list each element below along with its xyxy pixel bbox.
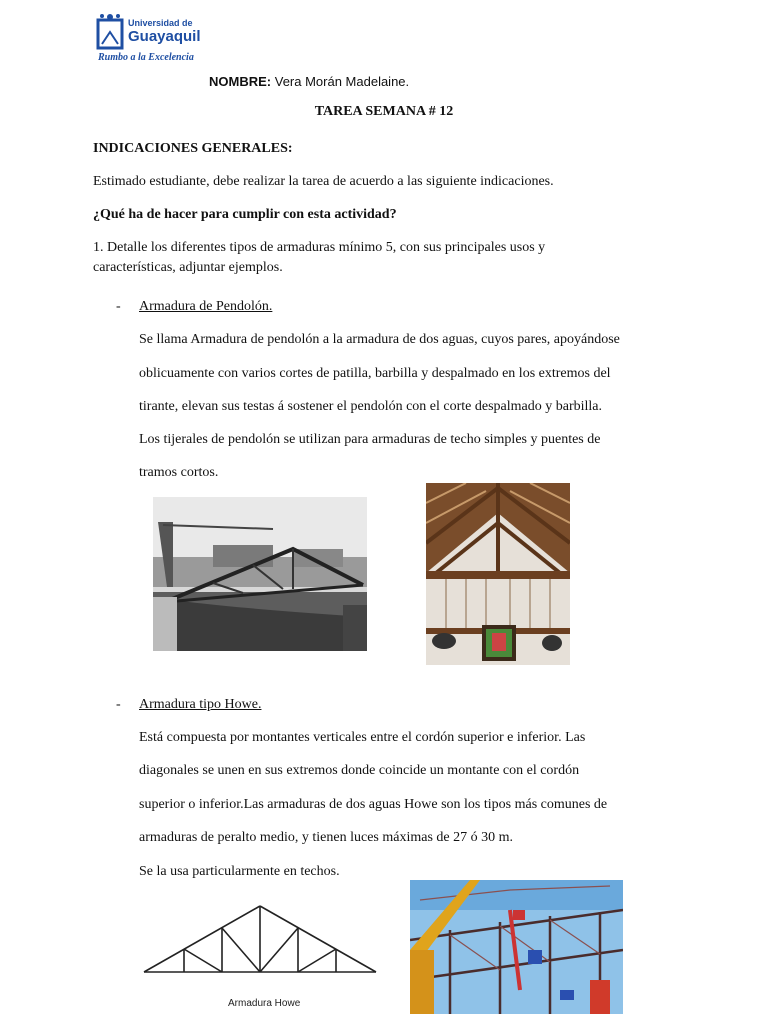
section2-line: armaduras de peralto medio, y tienen luces máximas de 27 ó 30 m. [139,830,514,845]
section2-line: Se la usa particularmente en techos. [139,864,340,879]
university-logo [94,12,201,68]
section1-title: Armadura de Pendolón. [139,299,273,314]
section2-line: Está compuesta por montantes verticales entre el cordón superior e inferior. Las [139,730,586,745]
section1-line: oblicuamente con varios cortes de patilla, barbilla y despalmado en los extremos del [139,366,611,381]
page-title: TAREA SEMANA # 12 [314,104,454,119]
howe-truss-diagram [140,900,380,1018]
student-name-line [209,74,409,89]
logo-motto: Rumbo a la Excelencia [98,52,194,63]
section1-line: Los tijerales de pendolón se utilizan para armaduras de techo simples y puentes de [139,432,601,447]
item1-line2: características, adjuntar ejemplos. [93,260,283,275]
section1-line: Se llama Armadura de pendolón a la armadura de dos aguas, cuyos pares, apoyándose [139,332,620,347]
howe-diagram-caption: Armadura Howe [228,998,301,1009]
logo-line2: Guayaquil [128,28,201,45]
logo-line1: Universidad de [128,18,193,28]
section2-title: Armadura tipo Howe. [139,697,262,712]
general-question: ¿Qué ha de hacer para cumplir con esta actividad? [93,207,397,222]
general-intro: Estimado estudiante, debe realizar la tarea de acuerdo a las siguiente indicaciones. [93,174,554,189]
section1-bullet: - [116,299,121,314]
section1-line: tirante, elevan sus testas á sostener el pendolón con el corte despalmado y barbilla. [139,399,603,414]
howe-construction-photo [410,880,623,1014]
pendolon-roof-photo [426,483,570,665]
name-label: NOMBRE: [209,74,272,89]
section2-bullet: - [116,697,121,712]
item1-line1: 1. Detalle los diferentes tipos de armaduras mínimo 5, con sus principales usos y [93,240,546,255]
section2-line: superior o inferior.Las armaduras de dos aguas Howe son los tipos más comunes de [139,797,608,812]
pendolon-bridge-photo [153,497,367,651]
section2-line: diagonales se unen en sus extremos donde coincide un montante con el cordón [139,763,580,778]
general-heading: INDICACIONES GENERALES: [93,141,293,156]
name-value: Vera Morán Madelaine. [274,74,410,89]
section1-line: tramos cortos. [139,465,219,480]
